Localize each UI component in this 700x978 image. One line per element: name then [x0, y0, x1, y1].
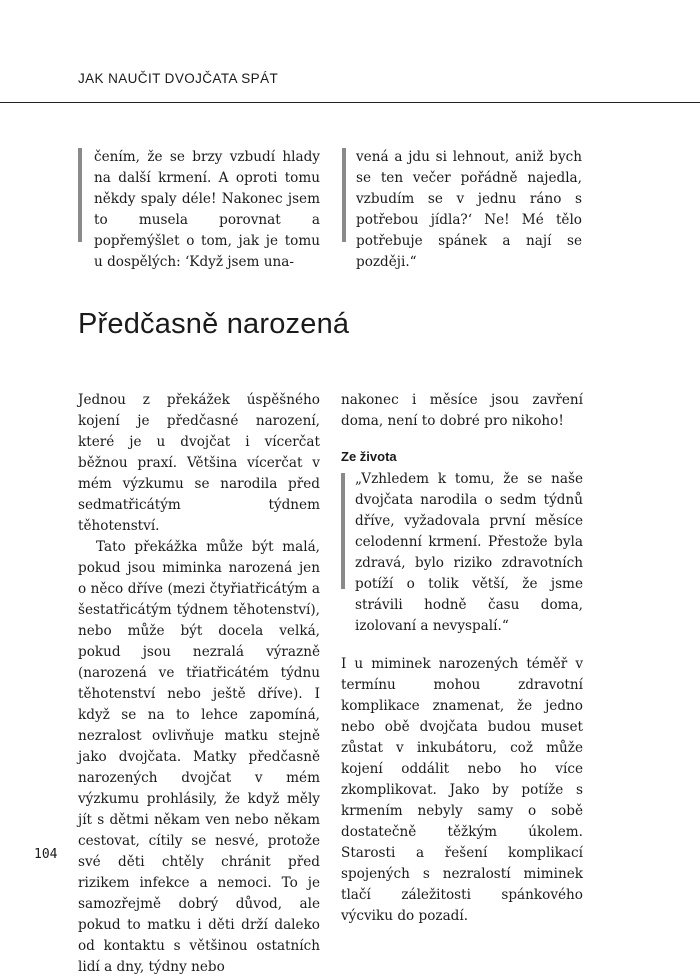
left-paragraph-1: Jednou z překážek úspěšného kojení je předčasné narození, které je u dvojčat i vícerčat běžnou praxí. Většina vícerčat v mém výzkumu se narodila před sedmatřicátým týdnem těhotenství.: [78, 392, 320, 534]
quote-bar-inline: [341, 473, 345, 589]
quote-bar-right: [342, 148, 346, 242]
running-header: JAK NAUČIT DVOJČATA SPÁT: [78, 71, 279, 86]
quote-bar-left: [78, 148, 82, 242]
page-number: 104: [34, 847, 58, 862]
right-column: [341, 390, 583, 927]
right-paragraph-2: I u miminek narozených téměř v termínu mohou zdravotní komplikace znamenat, že jedno nebo obě dvojčata budou muset zůstat v inkubátoru, což může kojení oddálit nebo ho více zkomplikovat. Jako by potíže s krmením nebyly samy o sobě dostatečně těžkým úkolem. Starosti a řešení komplikací spojených s nezralostí miminek tlačí záležitosti spánkového výcviku do pozadí.: [341, 656, 583, 924]
right-paragraph-1: nakonec i měsíce jsou zavření doma, není to dobré pro nikoho!: [341, 392, 583, 429]
section-title: Předčasně narozená: [78, 308, 350, 340]
life-quote: „Vzhledem k tomu, že se naše dvojčata narodila o sedm týdnů dříve, vyžadovala první měsíce celodenní krmení. Přestože byla zdravá, bylo riziko zdravotních potíží o tolik větší, že jsme strávili hodně času doma, izolovaní a nevyspalí.“: [355, 471, 583, 634]
left-paragraph-2: Tato překážka může být malá, pokud jsou miminka narozená jen o něco dříve (mezi čtyřiatřicátým a šestatřicátým týdnem těhotenství), nebo může být docela velká, pokud jsou nezralá výrazně (narozená ve třiatřicátém týdnu těhotenství nebo ještě dříve). I když se na to lehce zapomíná, nezralost ovlivňuje matku stejně jako dvojčata. Matky předčasně narozených dvojčat v mém výzkumu prohlásily, že když měly jít s dětmi někam ven nebo někam cestovat, cítily se nesvé, protože své děti chtěly chránit před rizikem infekce a nemoci. To je samozřejmě dobrý důvod, ale pokud to matku i děti drží daleko od kontaktu s většinou ostatních lidí a dny, týdny nebo: [78, 539, 320, 975]
top-quote-left: [94, 147, 320, 273]
header-rule: [0, 102, 700, 103]
top-quote-right-text: vená a jdu si lehnout, aniž bych se ten večer pořádně najedla, vzbudím se v jednu ráno s potřebou jídla?‘ Ne! Mé tělo potřebuje spánek a nají se později.“: [356, 149, 582, 270]
top-quote-left-text: čením, že se brzy vzbudí hlady na další krmení. A oproti tomu někdy spaly déle! Nakonec jsem to musela porovnat a popřemýšlet o tom, jak je tomu u dospělých: ‘Když jsem una-: [94, 149, 320, 270]
subhead-ze-zivota: Ze života: [341, 449, 397, 464]
top-quote-right: [356, 147, 582, 273]
left-column: [78, 390, 320, 978]
